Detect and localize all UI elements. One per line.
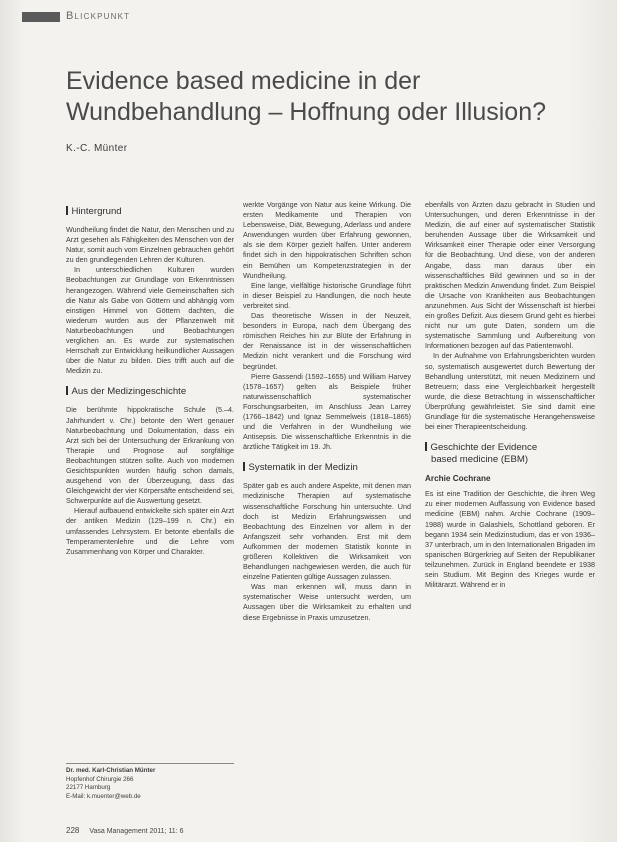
section-label: Blickpunkt [66,10,131,22]
heading-hintergrund [66,206,234,218]
heading-text: based medicine (EBM) [431,454,529,466]
heading-text: Systematik in der Medizin [248,462,358,474]
subheading-archie-cochrane: Archie Cochrane [425,474,491,484]
paragraph: In der Aufnahme von Erfahrungsberichten wurden so, systematisch ausgewertet durch Bewertung der Behandlung unterstützt, mit neuen Medizinern und Betreuern; dass eine Vergleichbarkeit hergestellt wurde, die diese Betrachtung in wissenschaftlicher Überprüfung gewährleistet. Sie sind damit eine Grundlage für die systematische Herangehensweise bei einer Therapieentscheidung. [425,351,595,432]
article-title: Evidence based medicine in der Wundbehandlung – Hoffnung oder Illusion? [66,67,547,126]
article-author: K.-C. Münter [66,143,128,154]
paragraph: In unterschiedlichen Kulturen wurden Beobachtungen zur Grundlage von Erkenntnissen herangezogen. Während viele Gemeinschaften sich die Natur als Gabe von Göttern und abhängig vom einstigen Himmel von Göttern dachten, die wiederum wurden aus der Pflanzenwelt mit Naturbeobachtungen und Beobachtungen verglichen an. Es wurde zur systematischen Herrschaft zur Entwicklung heilkundlicher Aussagen über die Natur zu bilden. Dies trifft auch auf die Medizin zu. [66,265,234,376]
author-contact [66,763,234,801]
heading-bar-icon [243,462,245,471]
column-3 [425,200,595,590]
column-2 [243,200,411,623]
paragraph: Hierauf aufbauend entwickelte sich später ein Arzt der antiken Medizin (129–199 n. Chr.) ein umfassendes Lehrsystem. Er betonte ebenfalls die Temperamentenlehre und die Lehre vom Zusammenhang von Körper und Charakter. [66,506,234,556]
paragraph: Es ist eine Tradition der Geschichte, die ihren Weg zu einer modernen Auffassung von Evidence based medicine (EBM) nahm. Archie Cochrane (1909–1988) wurde in Galashiels, Schottland geboren. Er begann 1934 sein Medizinstudium, das er von 1936–37 unterbrach, um in den Internationalen Brigaden im spanischen Bürgerkrieg auf Seiten der Republikaner teilzunehmen. Zurück in England beendete er 1938 sein Studium. Mit Beginn des Krieges wurde er Militärarzt. Während er in [425,489,595,590]
contact-email: E-Mail: k.muenter@web.de [66,792,141,800]
heading-bar-icon [425,442,427,451]
section-marker [22,12,60,22]
paragraph: Pierre Gassendi (1592–1655) und William Harvey (1578–1657) gelten als Beispiele früher naturwissenschaftlich systematischer Forschungsarbeiten, im Anschluss Jean Larrey (1766–1842) und Ignaz Semmelweis (1818–1865) und die Verfahren in der Wundheilung wie Antisepsis. Die wissenschaftliche Erkenntnis in die ärztliche Tätigkeit im 19. Jh. [243,371,411,452]
journal-reference: Vasa Management 2011; 11: 6 [89,828,184,835]
contact-line: Hopfenhof Chirurgie 266 [66,775,134,783]
heading-systematik [243,462,411,474]
heading-text: Hintergrund [71,206,122,217]
paragraph: Später gab es auch andere Aspekte, mit denen man medizinische Therapien auf systematische wissenschaftliche Forschung hin untersuchte. Und doch ist Medizin Erfahrungswissen und Beobachtung des Einzelnen vor allem in der Anfangszeit sehr vorhanden. Erst mit dem Aufkommen der modernen Statistik konnte in größeren Kollektiven die Wirksamkeit von Behandlungen nachgewiesen werden, die auch für einzelne Patienten gültige Aussagen zulassen. [243,481,411,582]
heading-medizingeschichte [66,386,234,398]
paragraph: Wundheilung findet die Natur, den Menschen und zu Arzt gesehen als Fähigkeiten des Menschen von der Natur, somit auch vom Einzelnen gebrauchen gehört zu den grundlegenden Lehren der Kulturen. [66,225,234,265]
heading-bar-icon [66,386,68,395]
heading-text: Aus der Medizingeschichte [71,386,187,398]
paragraph: Das theoretische Wissen in der Neuzeit, besonders in Europa, nach dem Übergang des römischen Reiches hin zur Blüte der Erfahrung in der Renaissance ist in der wissenschaftlichen Medizin nicht verankert und die Forschung wird begründet. [243,311,411,371]
paragraph: werkte Vorgänge von Natur aus keine Wirkung. Die ersten Medikamente und Therapien von Lebensweise, Diät, Bewegung, Aderlass und andere Anwendungen wurden über Erfahrung gewonnen, als sie dem Körper gezielt halfen. Unter anderem findet sich in den hippokratischen Schriften schon ein Bemühen um Kompetenzstrategien in der Wundheilung. [243,200,411,280]
page-footer [66,826,184,835]
column-1 [66,200,234,557]
heading-text: Geschichte der Evidence [430,442,538,454]
paragraph: Was man erkennen will, muss dann in systematischer Weise untersucht werden, um Aussagen über die Wirksamkeit zu erhalten und diese Ergebnisse in Praxis umzusetzen. [243,582,411,622]
heading-bar-icon [66,206,68,215]
paragraph: Eine lange, vielfältige historische Grundlage führt in dieser Beispiel zu Handlungen, die noch heute verbreitet sind. [243,280,411,310]
contact-line: 22177 Hamburg [66,784,111,792]
heading-geschichte-ebm [425,442,595,466]
paragraph: Die berühmte hippokratische Schule (5.–4. Jahrhundert v. Chr.) betonte den Wert genauer Naturbeobachtung und Dokumentation, dass ein Arzt sich bei der Untersuchung der Erkrankung von Therapie und Prognose auf sorgfältige Beobachtungen stützen sollte. Auch von modernen Gesichtspunkten wurden häufig schon damals, ausgehend von der Überzeugung, dass das Gleichgewicht der vier Körpersäfte entscheidend sei, Schwerpunkte auf die Auswertung gesetzt. [66,405,234,506]
paragraph: ebenfalls von Ärzten dazu gebracht in Studien und Untersuchungen, und deren Erkenntnisse in der Medizin, die auf einer auf systematischer Statistik beruhenden Aussage über die Wirksamkeit und Wirksamkeit einer Therapie oder einer Versorgung für die Beobachtung. Und diese, von der anderen Angabe, dass man daraus über ein wissenschaftliches Bild gewinnen und so in der praktischen Medizin Anwendung findet. Zum Beispiel die Ursache von Krankheiten aus Beobachtungen anzunehmen. Aus Sicht der Wissenschaft ist hierbei ein großes Defizit. Aus diesem Grund geht es hierbei nicht nur um gute Daten, sondern um die systematische Sammlung und Aufbereitung von Informationen bezogen auf das Patientenwohl. [425,200,595,351]
page-number: 228 [66,826,80,835]
contact-name: Dr. med. Karl-Christian Münter [66,767,156,774]
